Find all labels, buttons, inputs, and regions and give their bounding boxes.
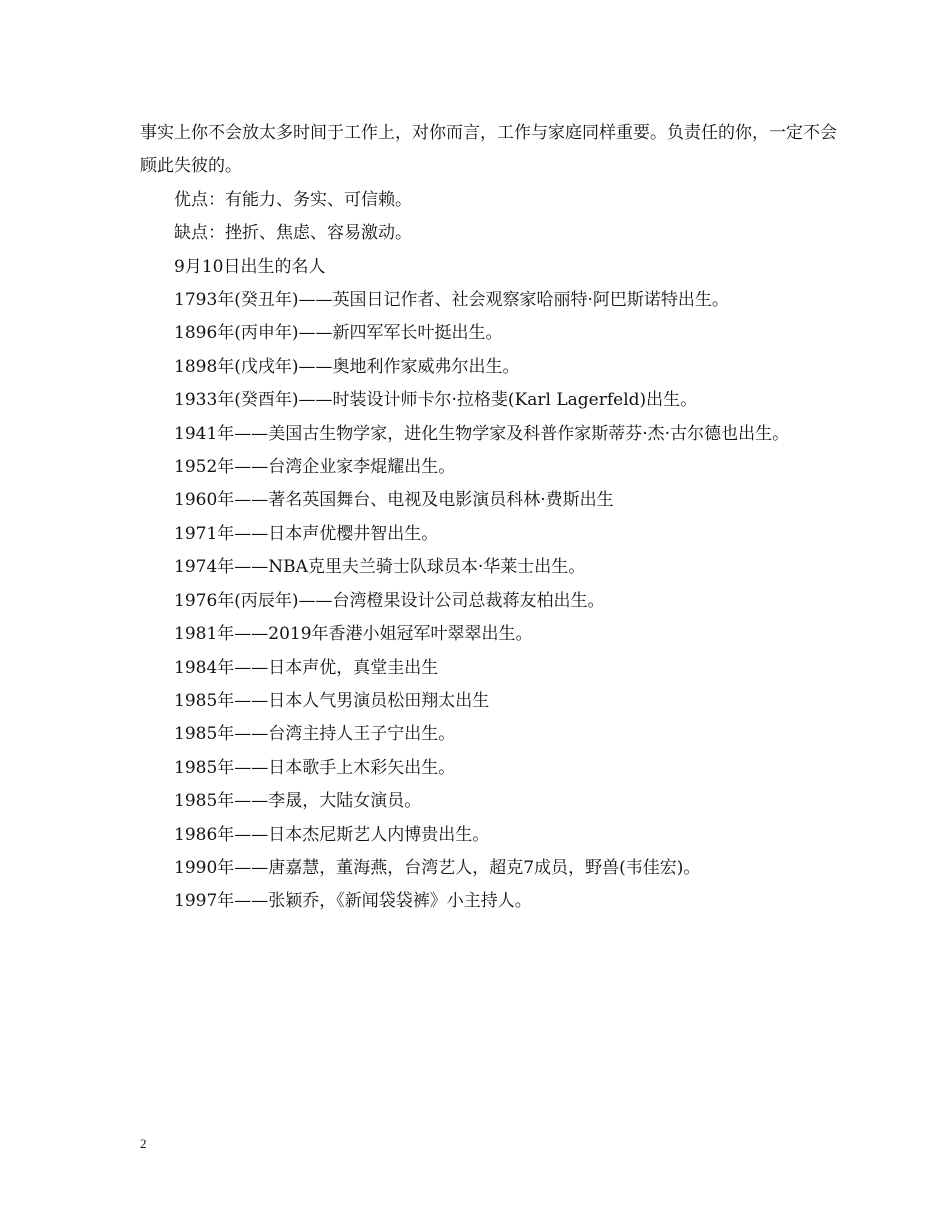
list-item: 1985年——日本人气男演员松田翔太出生 xyxy=(174,690,490,711)
list-item: 1985年——日本歌手上木彩矢出生。 xyxy=(174,757,456,778)
list-item: 1981年——2019年香港小姐冠军叶翠翠出生。 xyxy=(174,624,533,645)
list-item: 1985年——台湾主持人王子宁出生。 xyxy=(174,724,456,745)
page-body xyxy=(140,117,840,919)
paragraph: 优点：有能力、务实、可信赖。 xyxy=(174,189,412,210)
paragraph: 事实上你不会放太多时间于工作上，对你而言，工作与家庭同样重要。负责任的你，一定不会顾此失彼的。 xyxy=(140,123,837,177)
list-item: 1898年(戊戌年)——奥地利作家威弗尔出生。 xyxy=(174,356,520,377)
list-item: 1974年——NBA克里夫兰骑士队球员本·华莱士出生。 xyxy=(174,557,586,578)
list-item: 1984年——日本声优，真堂圭出生 xyxy=(174,657,439,678)
list-item: 1990年——唐嘉慧，董海燕，台湾艺人，超克7成员，野兽(韦佳宏)。 xyxy=(174,857,701,878)
section-heading: 9月10日出生的名人 xyxy=(174,256,326,277)
list-item: 1985年——李晟，大陆女演员。 xyxy=(174,791,422,812)
list-item: 1952年——台湾企业家李焜耀出生。 xyxy=(174,457,456,478)
paragraph: 缺点：挫折、焦虑、容易激动。 xyxy=(174,223,412,244)
list-item: 1976年(丙辰年)——台湾橙果设计公司总裁蒋友柏出生。 xyxy=(174,590,605,611)
list-item: 1941年——美国古生物学家，进化生物学家及科普作家斯蒂芬·杰·古尔德也出生。 xyxy=(174,423,790,444)
list-item: 1960年——著名英国舞台、电视及电影演员科林·费斯出生 xyxy=(174,490,614,511)
list-item: 1896年(丙申年)——新四军军长叶挺出生。 xyxy=(174,323,503,344)
list-item: 1933年(癸酉年)——时装设计师卡尔·拉格斐(Karl Lagerfeld)出生。 xyxy=(174,390,698,411)
list-item: 1997年——张颖乔，《新闻袋袋裤》小主持人。 xyxy=(174,891,532,912)
list-item: 1793年(癸丑年)——英国日记作者、社会观察家哈丽特·阿巴斯诺特出生。 xyxy=(174,290,729,311)
list-item: 1971年——日本声优樱井智出生。 xyxy=(174,523,439,544)
page-number: 2 xyxy=(140,1136,147,1151)
list-item: 1986年——日本杰尼斯艺人内博贵出生。 xyxy=(174,824,490,845)
